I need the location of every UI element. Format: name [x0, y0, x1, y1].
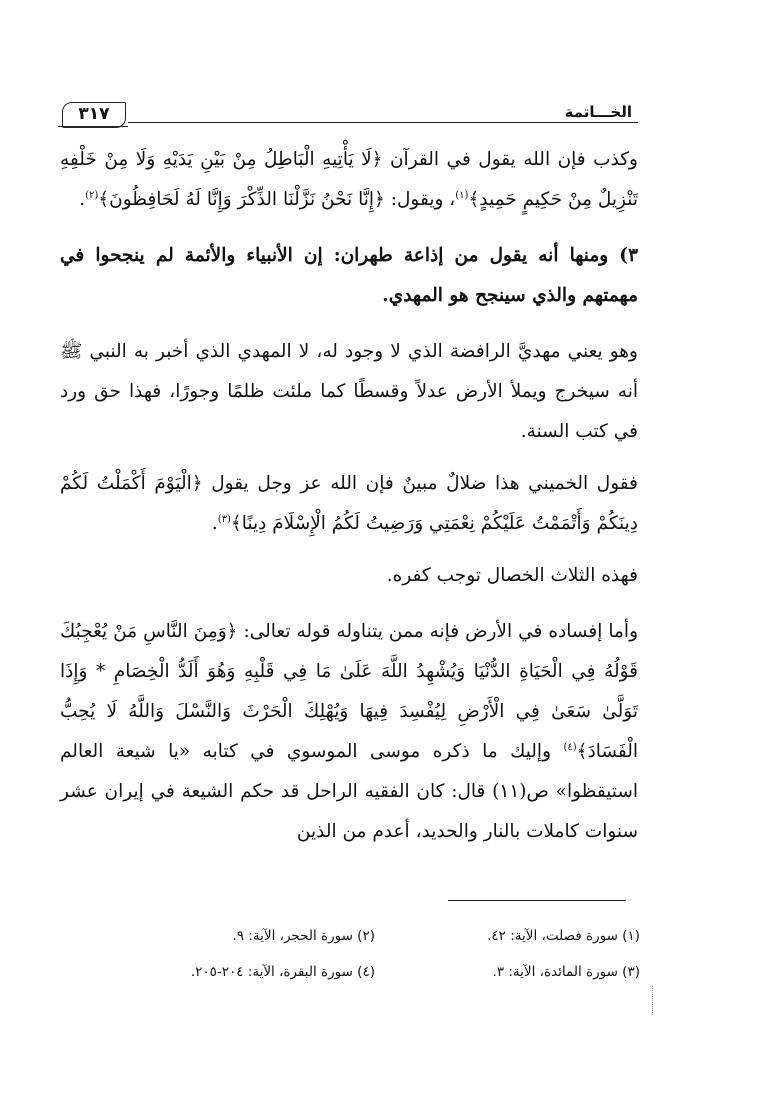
- footnote-4: (٤) سورة البقرة، الآية: ٢٠٤-٢٠٥.: [190, 964, 375, 980]
- paragraph-4: [60, 464, 638, 544]
- running-header: [58, 100, 638, 130]
- footnote-separator: [448, 900, 626, 901]
- scan-mark: [652, 985, 659, 1013]
- page-number: ٣١٧: [78, 104, 110, 124]
- footnote-row-2: [110, 954, 640, 990]
- footnote-ref-2: (٢): [85, 189, 99, 201]
- footnote-1: (١) سورة فصلت، الآية: ٤٢.: [487, 928, 640, 944]
- footnote-3: (٣) سورة المائدة، الآية: ٣.: [492, 964, 640, 980]
- paragraph-2: ٣) ومنها أنه يقول من إذاعة طهران: إن الأنبياء والأئمة لم ينجحوا في مهمتهم والذي سينجح هو المهدي.: [60, 245, 638, 306]
- paragraph-5: فهذه الثلاث الخصال توجب كفره.: [386, 565, 638, 586]
- paragraph-4-end: .: [211, 513, 218, 534]
- footnote-ref-3: (٣): [217, 513, 231, 525]
- footnotes: [110, 918, 640, 990]
- footnote-ref-4: (٤): [563, 741, 577, 753]
- paragraph-1-text-b: ، ويقول: ﴿إِنَّا نَحْنُ نَزَّلْنَا الذِّكْرَ وَإِنَّا لَهُ لَحَافِظُونَ﴾: [98, 189, 456, 210]
- paragraph-1-text: وكذب فإن الله يقول في القرآن ﴿لَا يَأْتِيهِ الْبَاطِلُ مِنْ بَيْنِ يَدَيْهِ وَلَا مِنْ خَلْفِهِ تَنْزِيلٌ مِنْ حَكِيمٍ حَمِيدٍ﴾: [60, 149, 638, 210]
- footnote-row-1: [110, 918, 640, 954]
- body-text: [60, 140, 638, 852]
- paragraph-6-text: وأما إفساده في الأرض فإنه ممن يتناوله قوله تعالى: ﴿وَمِنَ النَّاسِ مَنْ يُعْجِبُكَ قَوْلُهُ فِي الْحَيَاةِ الدُّنْيَا وَيُشْهِدُ اللَّهَ عَلَىٰ مَا فِي قَلْبِهِ وَهُوَ أَلَدُّ الْخِصَامِ * وَإِذَا تَوَلَّىٰ سَعَىٰ فِي الْأَرْضِ لِيُفْسِدَ فِيهَا وَيُهْلِكَ الْحَرْثَ وَالنَّسْلَ وَاللَّهُ لَا يُحِبُّ الْفَسَادَ﴾: [60, 621, 638, 762]
- paragraph-4-text: فقول الخميني هذا ضلالٌ مبينٌ فإن الله عز وجل يقول ﴿الْيَوْمَ أَكْمَلْتُ لَكُمْ دِينَكُمْ وَأَتْمَمْتُ عَلَيْكُمْ نِعْمَتِي وَرَضِيتُ لَكُمُ الْإِسْلَامَ دِينًا﴾: [60, 473, 638, 534]
- paragraph-3: وهو يعني مهديَّ الرافضة الذي لا وجود له، لا المهدي الذي أخبر به النبي ﷺ أنه سيخرج ويملأ الأرض عدلاً وقسطًا كما ملئت ظلمًا وجورًا، فهذا حق ورد في كتب السنة.: [60, 341, 638, 442]
- chapter-title: الخـــاتمة: [564, 103, 632, 121]
- paragraph-1-end: .: [79, 189, 86, 210]
- header-rule: [128, 122, 638, 123]
- paragraph-6: [60, 612, 638, 852]
- footnote-ref-1: (١): [455, 189, 469, 201]
- paragraph-6-rest: وإليك ما ذكره موسى الموسوي في كتابه «يا شيعة العالم استيقظوا» ص(١١) قال: كان الفقيه الراحل قد حكم الشيعة في إيران عشر سنوات كاملات بالنار والحديد، أعدم من الذين: [60, 741, 639, 842]
- paragraph-1: [60, 140, 638, 220]
- footnote-2: (٢) سورة الحجر، الآية: ٩.: [232, 928, 375, 944]
